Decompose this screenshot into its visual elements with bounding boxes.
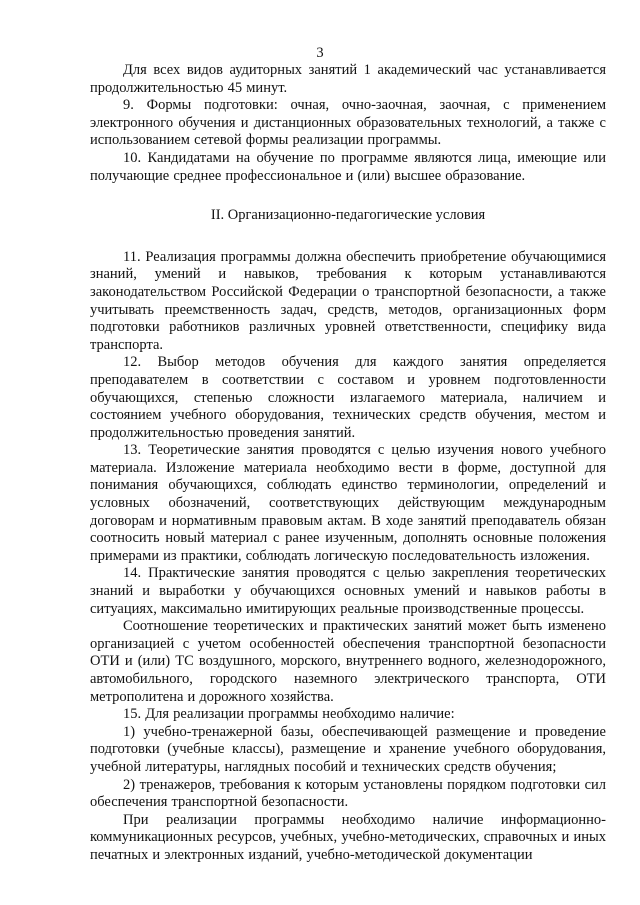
paragraph-13-theory: 13. Теоретические занятия проводятся с целью изучения нового учебного материала. Изложение материала необходимо вести в форме, доступной для понимания обучающихся, соблюдать единство терминологии, определений и условных обозначений, соответствующих действующим международным договорам и нормативным правовым актам. В ходе занятий преподаватель обязан соотносить новый материал с ранее изученным, дополнять основные положения примерами из практики, соблюдать логическую последовательность изложения. [90,442,606,564]
paragraph-ratio: Соотношение теоретических и практических занятий может быть изменено организацией с учетом особенностей обеспечения транспортной безопасности ОТИ и (или) ТС воздушного, морского, внутреннего водного, железнодорожного, автомобильного, городского наземного электрического транспорта, ОТИ метрополитена и дорожного хозяйства. [90,618,606,705]
paragraph-9-training-forms: 9. Формы подготовки: очная, очно-заочная, заочная, с применением электронного обучения и дистанционных образовательных технологий, а также с использованием сетевой формы реализации программы. [90,97,606,149]
paragraph-11-implementation: 11. Реализация программы должна обеспечить приобретение обучающимися знаний, умений и навыков, требования к которым устанавливаются законодательством Российской Федерации о транспортной безопасности, а также учитывать преемственность задач, средств, методов, организационных форм подготовки работников различных уровней ответственности, специфику вида транспорта. [90,248,606,353]
paragraph-resources: При реализации программы необходимо наличие информационно-коммуникационных ресурсов, учебных, учебно-методических, справочных и иных печатных и электронных изданий, учебно-методической документации [90,811,606,863]
page-number: 3 [316,45,324,61]
paragraph-14-practice: 14. Практические занятия проводятся с целью закрепления теоретических знаний и выработки у обучающихся основных умений и навыков работы в ситуациях, максимально имитирующих реальные производственные процессы. [90,565,606,617]
paragraph-15-requirements: 15. Для реализации программы необходимо наличие: [123,706,455,723]
paragraph-academic-hour: Для всех видов аудиторных занятий 1 академический час устанавливается продолжительностью 45 минут. [90,62,606,96]
paragraph-12-methods: 12. Выбор методов обучения для каждого занятия определяется преподавателем в соответствии с составом и уровнем подготовленности обучающихся, степенью сложности излагаемого материала, наличием и состоянием учебного оборудования, технических средств обучения, местом и продолжительностью проведения занятий. [90,354,606,441]
paragraph-10-candidates: 10. Кандидатами на обучение по программе являются лица, имеющие или получающие среднее профессиональное и (или) высшее образование. [90,149,606,184]
section-title: II. Организационно-педагогические условия [210,207,486,224]
list-item-simulators: 2) тренажеров, требования к которым установлены порядком подготовки сил обеспечения транспортной безопасности. [90,776,606,811]
list-item-training-base: 1) учебно-тренажерной базы, обеспечивающей размещение и проведение подготовки (учебные классы), размещение и хранение учебного оборудования, учебной литературы, наглядных пособий и технических средств обучения; [90,723,606,775]
document-body [90,62,606,865]
